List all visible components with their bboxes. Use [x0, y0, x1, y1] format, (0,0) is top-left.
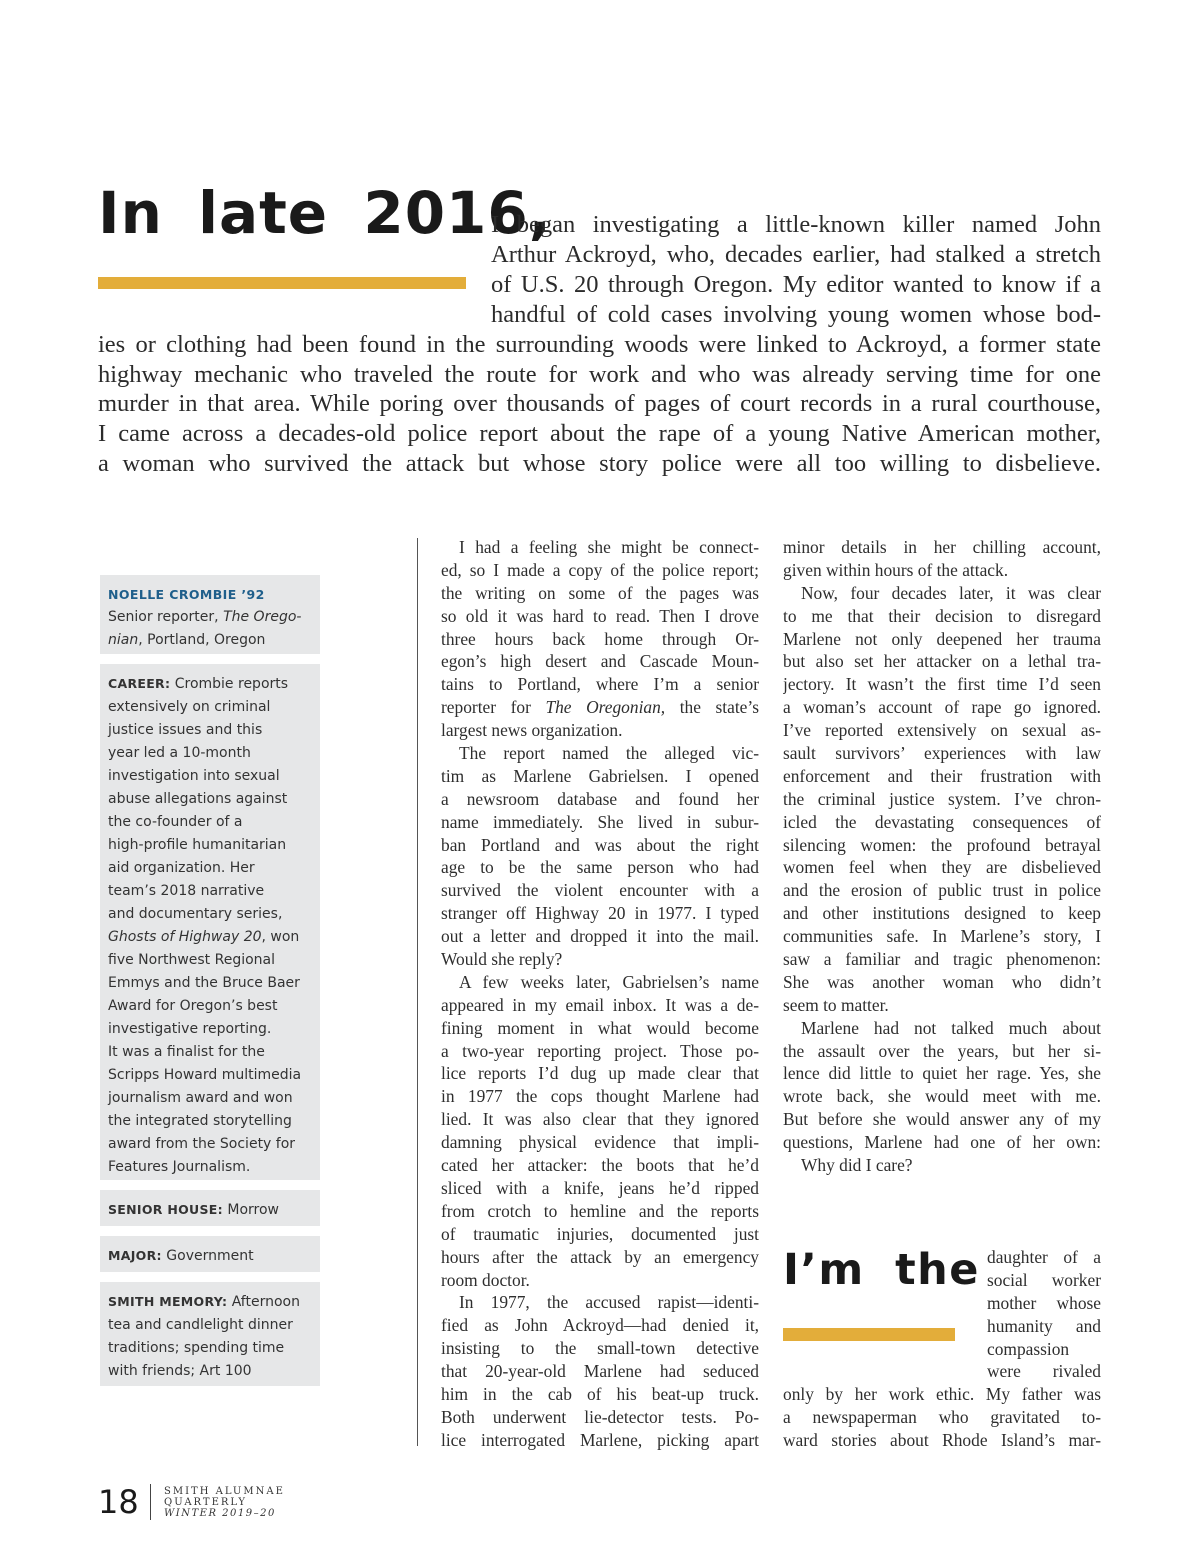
career-text: team’s 2018 narrative: [108, 883, 265, 899]
house-value: Morrow: [222, 1202, 280, 1218]
body-line: name immediately. She lived in subur-: [441, 811, 759, 832]
publication-line: SMITH ALUMNAE: [164, 1486, 285, 1497]
career-text: the integrated storytelling: [108, 1113, 292, 1129]
body-line: Marlene had not talked much about: [801, 1017, 1101, 1038]
body-line: tim as Marlene Gabrielsen. I opened: [441, 765, 759, 786]
body-line: ban Portland and was about the right: [441, 834, 759, 855]
career-text: and documentary series,: [108, 906, 283, 922]
career-text: investigative reporting.: [108, 1021, 272, 1037]
career-label: CAREER:: [108, 676, 171, 691]
lead-line: ies or clothing had been found in the surrounding woods were linked to Ackroyd, a former state: [98, 331, 1101, 358]
career-text: Emmys and the Bruce Baer: [108, 975, 300, 991]
body-line: jectory. It wasn’t the first time I’d seen: [783, 674, 1101, 695]
body-line: Marlene not only deepened her trauma: [783, 628, 1101, 649]
career-text: aid organization. Her: [108, 860, 255, 876]
lead-line: highway mechanic who traveled the route for work and who was already serving time for one: [98, 361, 1101, 388]
house-label: SENIOR HOUSE:: [108, 1202, 223, 1217]
body-line: But before she would answer any of my: [783, 1109, 1101, 1130]
body-line: questions, Marlene had one of her own:: [783, 1132, 1101, 1153]
memory-box: [100, 1282, 320, 1386]
body-line: lice interrogated Marlene, picking apart: [441, 1429, 759, 1450]
lead-line: of U.S. 20 through Oregon. My editor wanted to know if a: [491, 271, 1101, 298]
author-box: [100, 575, 320, 654]
body-line: social worker: [987, 1269, 1101, 1290]
lead-line: handful of cold cases involving young women whose bod-: [491, 301, 1101, 328]
career-text: Features Journalism.: [108, 1159, 251, 1175]
section-heading: I’m the: [783, 1245, 980, 1295]
body-line: I had a feeling she might be connect-: [459, 537, 759, 557]
body-line: a newspaperman who gravitated to-: [783, 1406, 1101, 1427]
body-line: from crotch to hemline and the reports: [441, 1200, 759, 1221]
body-line: the criminal justice system. I’ve chron-: [783, 788, 1101, 809]
body-line: the assault over the years, but her si-: [783, 1040, 1101, 1061]
body-line: tains to Portland, where I’m a senior: [441, 674, 759, 695]
career-text: justice issues and this: [108, 722, 263, 738]
body-line: saw a familiar and tragic phenomenon:: [783, 949, 1101, 970]
accent-bar: [98, 277, 466, 289]
career-text: extensively on criminal: [108, 699, 271, 715]
body-line: stranger off Highway 20 in 1977. I typed: [441, 903, 759, 924]
career-text: Award for Oregon’s best: [108, 998, 278, 1014]
body-line: and other institutions designed to keep: [783, 903, 1101, 924]
body-line: humanity and: [987, 1315, 1101, 1336]
body-line: lence did little to quiet her rage. Yes, she: [783, 1063, 1101, 1084]
body-line: A few weeks later, Gabrielsen’s name: [459, 971, 759, 992]
author-name: NOELLE CROMBIE ’92: [108, 587, 265, 602]
body-line: in 1977 the cops thought Marlene had: [441, 1086, 759, 1107]
career-text: year led a 10-month: [108, 745, 251, 761]
author-title-cont: nian, Portland, Oregon: [108, 632, 266, 648]
career-text: award from the Society for: [108, 1136, 296, 1152]
body-line: Would she reply?: [441, 949, 563, 970]
body-column-2: [783, 536, 1101, 1177]
lead-line: murder in that area. While poring over thousands of pages of court records in a rural courthouse,: [98, 390, 1101, 417]
publication-line: QUARTERLY: [164, 1497, 247, 1508]
memory-label: SMITH MEMORY:: [108, 1294, 228, 1309]
major-box: [100, 1236, 320, 1272]
section-body-text: [783, 1383, 1101, 1452]
body-line: so old it was hard to read. Then I drove: [441, 605, 759, 626]
author-title: Senior reporter, The Orego-: [108, 609, 302, 625]
body-line: fied as John Ackroyd—had denied it,: [441, 1315, 759, 1336]
memory-text: tea and candlelight dinner: [108, 1317, 293, 1333]
column-divider: [417, 538, 418, 1446]
body-line: In 1977, the accused rapist—identi-: [459, 1292, 759, 1313]
lead-line: Arthur Ackroyd, who, decades earlier, had stalked a stretch: [491, 241, 1101, 268]
career-text: five Northwest Regional: [108, 952, 276, 968]
career-text: Scripps Howard multimedia: [108, 1067, 302, 1083]
body-line: were rivaled: [987, 1361, 1101, 1382]
footer-divider: [150, 1484, 151, 1520]
body-line: the writing on some of the pages was: [441, 582, 759, 603]
body-line: out a letter and dropped it into the mail.: [441, 926, 759, 947]
major-label: MAJOR:: [108, 1248, 162, 1263]
body-line: and the erosion of public trust in police: [783, 880, 1101, 901]
body-line: women feel when they are disbelieved: [783, 857, 1101, 878]
lead-line: I began investigating a little-known killer named John: [491, 211, 1101, 238]
body-line: wrote back, she would meet with me.: [783, 1086, 1101, 1107]
body-line: ed, so I made a copy of the police report;: [441, 559, 759, 580]
body-line: largest news organization.: [441, 720, 623, 741]
body-line: only by her work ethic. My father was: [783, 1384, 1101, 1404]
body-line: cated her attacker: the boots that he’d: [441, 1155, 759, 1176]
body-line: silencing women: the profound betrayal: [783, 834, 1101, 855]
body-line: fining moment in what would become: [441, 1017, 759, 1038]
body-line: survived the violent encounter with a: [441, 880, 759, 901]
body-line: sault survivors’ experiences with law: [783, 743, 1101, 764]
body-line: reporter for The Oregonian, the state’s: [441, 697, 759, 718]
career-text: high-profile humanitarian: [108, 837, 287, 853]
body-line: communities safe. In Marlene’s story, I: [783, 926, 1101, 947]
body-line: him in the cab of his beat-up truck.: [441, 1383, 759, 1404]
body-line: compassion: [987, 1338, 1070, 1359]
body-line: to me that their decision to disregard: [783, 605, 1101, 626]
memory-text: with friends; Art 100: [108, 1363, 252, 1379]
body-line: three hours back home through Or-: [441, 628, 759, 649]
body-line: insisting to the small-town detective: [441, 1338, 759, 1359]
body-line: sliced with a knife, jeans he’d ripped: [441, 1177, 759, 1198]
body-line: seem to matter.: [783, 994, 889, 1015]
body-line: Both underwent lie-detector tests. Po-: [441, 1406, 759, 1427]
body-line: lice reports I’d dug up made clear that: [441, 1063, 759, 1084]
body-line: Now, four decades later, it was clear: [801, 582, 1101, 603]
body-line: appeared in my email inbox. It was a de-: [441, 994, 759, 1015]
body-line: icled the devastating consequences of: [783, 811, 1101, 832]
lead-line: I came across a decades-old police report about the rape of a young Native American mother,: [98, 420, 1101, 447]
body-line: lied. It was also clear that they ignored: [441, 1109, 759, 1130]
body-line: The report named the alleged vic-: [459, 743, 759, 764]
body-line: Why did I care?: [801, 1155, 913, 1176]
body-line: of traumatic injuries, documented just: [441, 1223, 759, 1244]
section-wrap-text: [987, 1246, 1101, 1383]
page-number: 18: [98, 1483, 139, 1521]
body-line: She was another woman who didn’t: [783, 971, 1101, 992]
body-line: given within hours of the attack.: [783, 559, 1009, 580]
body-line: I’ve reported extensively on sexual as-: [783, 720, 1101, 741]
lead-heading: In late 2016,: [98, 179, 552, 247]
memory-text: Afternoon: [227, 1294, 300, 1310]
career-text: journalism award and won: [108, 1090, 293, 1106]
body-line: that 20-year-old Marlene had seduced: [441, 1361, 759, 1382]
body-line: damning physical evidence that impli-: [441, 1132, 759, 1153]
body-line: egon’s high desert and Cascade Moun-: [441, 651, 759, 672]
body-line: mother whose: [987, 1292, 1101, 1313]
body-line: ward stories about Rhode Island’s mar-: [783, 1429, 1101, 1450]
body-line: hours after the attack by an emergency: [441, 1246, 759, 1267]
career-text: Ghosts of Highway 20, won: [108, 929, 300, 945]
issue-date: WINTER 2019–20: [164, 1508, 276, 1519]
memory-text: traditions; spending time: [108, 1340, 285, 1356]
lead-line: a woman who survived the attack but whose story police were all too willing to disbelieve.: [98, 450, 1101, 477]
body-line: minor details in her chilling account,: [783, 537, 1101, 557]
body-line: a newsroom database and found her: [441, 788, 759, 809]
career-text: abuse allegations against: [108, 791, 288, 807]
body-line: room doctor.: [441, 1269, 530, 1290]
body-line: enforcement and their frustration with: [783, 765, 1101, 786]
body-column-1: [441, 536, 759, 1452]
body-line: but also set her attacker on a lethal tra-: [783, 651, 1101, 672]
career-text: Crombie reports: [170, 676, 289, 692]
house-box: [100, 1190, 320, 1226]
career-text: investigation into sexual: [108, 768, 280, 784]
career-text: It was a finalist for the: [108, 1044, 265, 1060]
body-line: age to be the same person who had: [441, 857, 759, 878]
body-line: a two-year reporting project. Those po-: [441, 1040, 759, 1061]
body-line: daughter of a: [987, 1247, 1101, 1267]
career-text: the co-founder of a: [108, 814, 243, 830]
career-box: [100, 664, 320, 1180]
publication-name: [164, 1486, 285, 1519]
major-value: Government: [161, 1248, 254, 1264]
accent-bar: [783, 1328, 955, 1341]
body-line: a woman’s account of rape go ignored.: [783, 697, 1101, 718]
